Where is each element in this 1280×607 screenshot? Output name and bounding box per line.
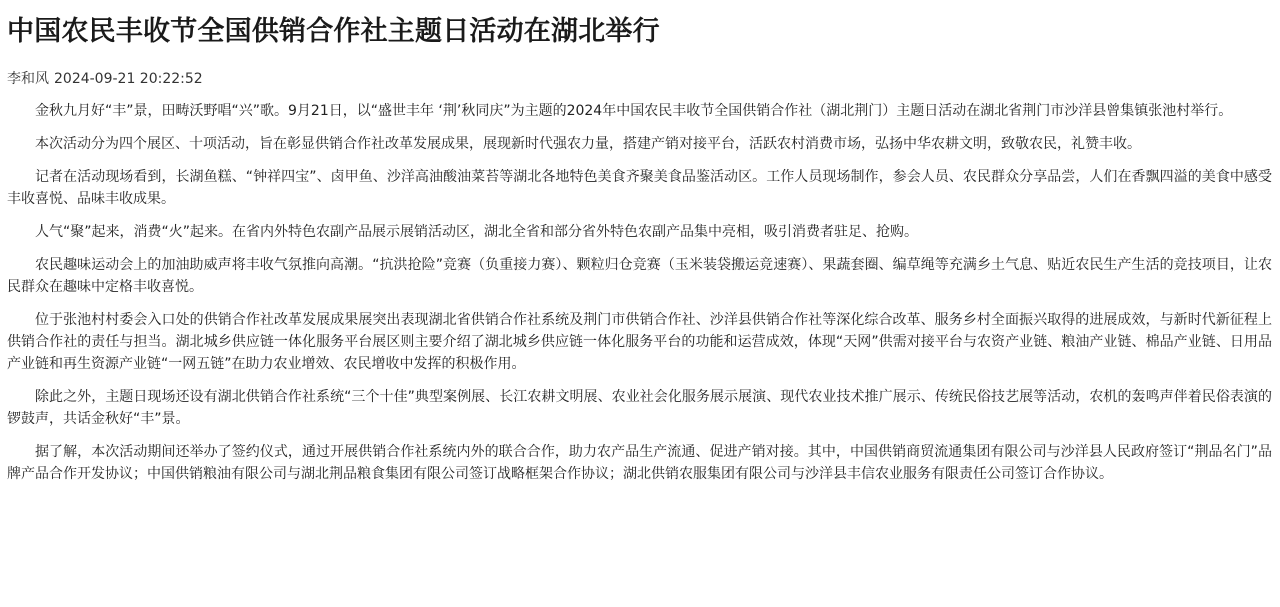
paragraph-4: 人气“聚”起来，消费“火”起来。在省内外特色农副产品展示展销活动区，湖北全省和部分省外特色农副产品集中亮相，吸引消费者驻足、抢购。 bbox=[35, 224, 919, 240]
paragraph-5: 农民趣味运动会上的加油助威声将丰收气氛推向高潮。“抗洪抢险”竞赛（负重接力赛）、颗粒归仓竞赛（玉米装袋搬运竞速赛）、果蔬套圈、编草绳等充满乡土气息、贴近农民生产生活的竞技项目，让农民群众在趣味中定格丰收喜悦。 bbox=[7, 257, 1272, 295]
author-name: 李和风 bbox=[7, 71, 49, 87]
paragraph-2: 本次活动分为四个展区、十项活动，旨在彰显供销合作社改革发展成果，展现新时代强农力量，搭建产销对接平台，活跃农村消费市场，弘扬中华农耕文明，致敬农民，礼赞丰收。 bbox=[35, 136, 1141, 152]
paragraph-1: 金秋九月好“丰”景，田畴沃野唱“兴”歌。9月21日，以“盛世丰年 ‘荆’秋同庆”为主题的2024年中国农民丰收节全国供销合作社（湖北荆门）主题日活动在湖北省荆门市沙洋县曾集镇张池村举行。 bbox=[35, 103, 1233, 119]
paragraph-8: 据了解，本次活动期间还举办了签约仪式，通过开展供销合作社系统内外的联合合作，助力农产品生产流通、促进产销对接。其中，中国供销商贸流通集团有限公司与沙洋县人民政府签订“荆品名门”品牌产品合作开发协议；中国供销粮油有限公司与湖北荆品粮食集团有限公司签订战略框架合作协议；湖北供销农服集团有限公司与沙洋县丰信农业服务有限责任公司签订合作协议。 bbox=[7, 444, 1272, 482]
paragraph-7: 除此之外，主题日现场还设有湖北供销合作社系统“三个十佳”典型案例展、长江农耕文明展、农业社会化服务展示展演、现代农业技术推广展示、传统民俗技艺展等活动，农机的轰鸣声伴着民俗表演的锣鼓声，共话金秋好“丰”景。 bbox=[7, 389, 1272, 427]
article-meta bbox=[7, 69, 1272, 89]
article-title: 中国农民丰收节全国供销合作社主题日活动在湖北举行 bbox=[7, 16, 660, 47]
paragraph-6: 位于张池村村委会入口处的供销合作社改革发展成果展突出表现湖北省供销合作社系统及荆门市供销合作社、沙洋县供销合作社等深化综合改革、服务乡村全面振兴取得的进展成效，与新时代新征程上供销合作社的责任与担当。湖北城乡供应链一体化服务平台展区则主要介绍了湖北城乡供应链一体化服务平台的功能和运营成效，体现“天网”供需对接平台与农资产业链、粮油产业链、棉品产业链、日用品产业链和再生资源产业链“一网五链”在助力农业增效、农民增收中发挥的积极作用。 bbox=[7, 312, 1272, 372]
publish-datetime: 2024-09-21 20:22:52 bbox=[54, 71, 203, 87]
article-body bbox=[7, 100, 1272, 485]
paragraph-3: 记者在活动现场看到，长湖鱼糕、“钟祥四宝”、卤甲鱼、沙洋高油酸油菜苔等湖北各地特色美食齐聚美食品鉴活动区。工作人员现场制作，参会人员、农民群众分享品尝，人们在香飘四溢的美食中感受丰收喜悦、品味丰收成果。 bbox=[7, 169, 1272, 207]
